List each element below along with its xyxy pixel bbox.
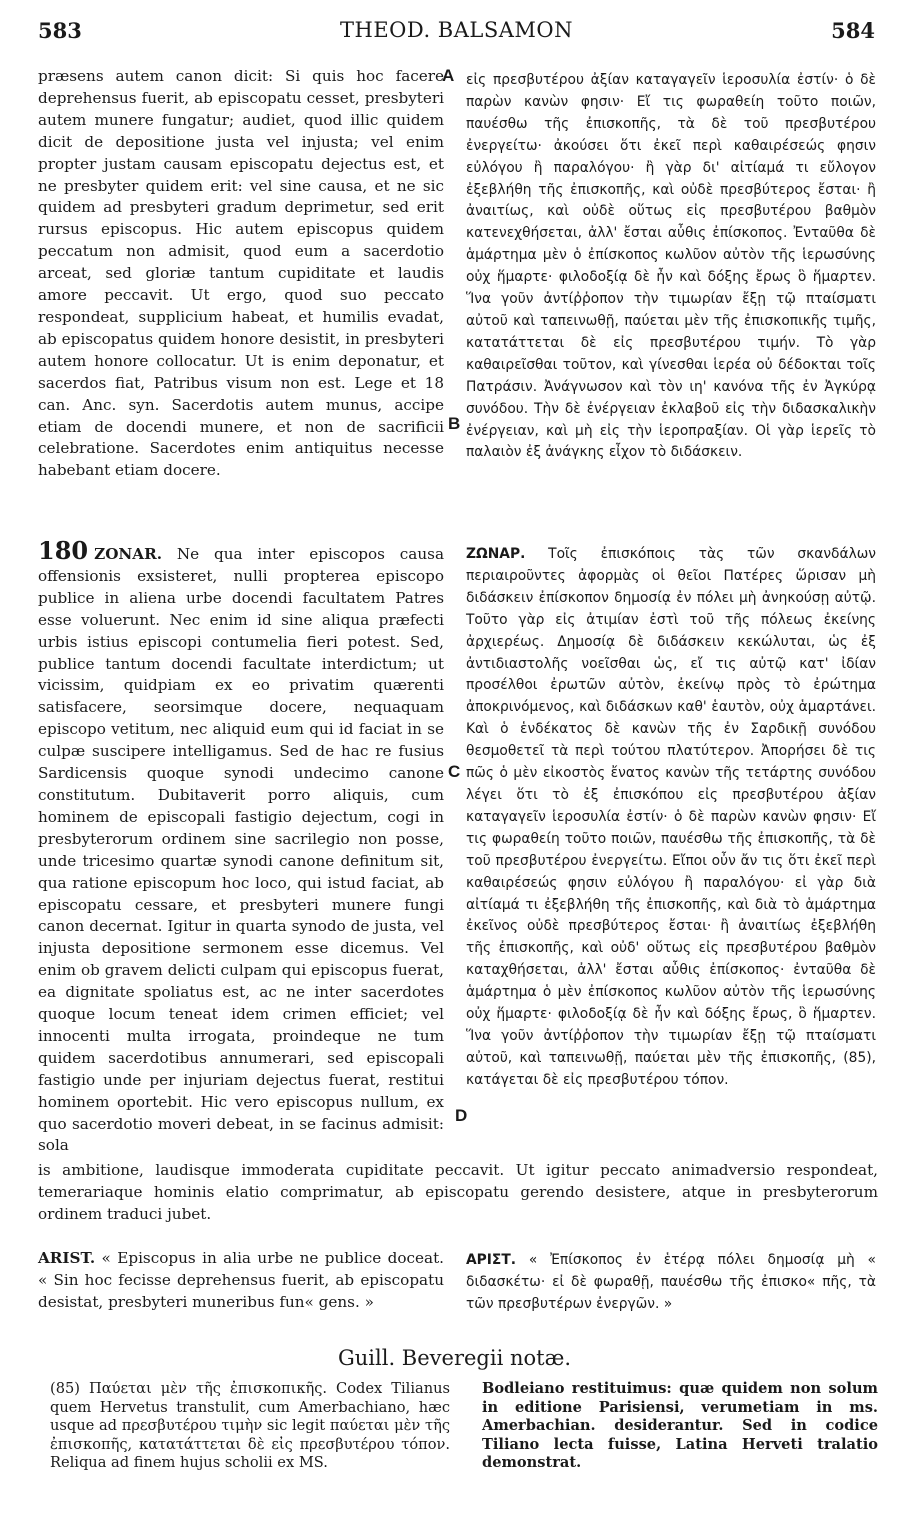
zonaras-greek-label: ΖΩΝΑΡ. [466,546,526,562]
balsamon-greek-paragraph: εἰς πρεσβυτέρου ἀξίαν καταγαγεῖν ἱεροσυλία ἐστίν· ὁ δὲ παρὼν κανὼν φησιν· Εἴ τις φωραθείη τοῦτο ποιῶν, παυέσθω τῆς ἐπισκοπῆς, τὰ δὲ τοῦ πρεσβυτέρου ἐνεργείτω· ἀκούσει ὅτι ἐκεῖ περὶ καθαιρέσεώς φησιν εὐλόγου ἢ παραλόγου· ἢ γὰρ δι' αἰτίαμά τι εὔλογον ἐξεβλήθη τῆς ἐπισκοπῆς, καὶ οὐδὲ πρεσβύτερος ἔσται· ἢ ἀναιτίως, καὶ οὐδὲ οὕτως εἰς πρεσβυτέρου βαθμὸν κατενεχθήσεται, ἀλλ' ἔσται αὖθις ἐπίσκοπος. Ἐνταῦθα δὲ ἁμάρτημα μὲν ὁ ἐπίσκοπος κωλῦον αὐτὸν τῆς ἱερωσύνης οὐχ ἥμαρτε· φιλοδοξίᾳ δὲ ἦν καὶ δόξης ἔρως ὃ ἥμαρτεν. Ἵνα γοῦν ἀντίῤῥοπον τὴν τιμωρίαν ἔξῃ τῷ πταίσματι αὐτοῦ καὶ ταπεινωθῇ, παύεται μὲν τῆς ἐπισκοπικῆς τιμῆς, κατατάττεται δὲ εἰς πρεσβυτέρου τιμήν. Τὸ γὰρ καθαιρεῖσθαι τοῦτον, καὶ γίνεσθαι ἱερέα οὐ δέδοκται τοῖς Πατράσιν. Ἀνάγνωσον καὶ τὸν ιη' κανόνα τῆς ἐν Ἀγκύρᾳ συνόδου. Τὴν δὲ ἐνέργειαν ἐκλαβοῦ εἰς τὴν διδασκαλικὴν ἐνέργειαν, καὶ μὴ εἰς τὴν ἱεροπραξίαν. Οἱ γὰρ ἱερεῖς τὸ παλαιὸν ἐξ ἀνάγκης εἶχον τὸ διδάσκειν. [466,72,876,461]
page-number-left: 583 [38,18,82,43]
aristenus-greek-paragraph [466,1250,876,1316]
page-number-right: 584 [831,18,875,43]
balsamon-greek-text [466,70,876,464]
aristenus-latin-label: ARIST. [38,1249,96,1267]
margin-letter-a: A [442,66,455,85]
aristenus-greek-label: ΑΡΙΣΤ. [466,1252,517,1268]
zonaras-greek-text [466,544,876,1092]
running-header [38,18,875,44]
aristenus-latin-text [38,1248,444,1314]
section-number: 180 [38,536,89,565]
zonaras-latin-continuation [38,1160,878,1226]
zonaras-latin-body: Ne qua inter episcopos causa offensionis exsisteret, nulli propterea episcopo publice in aliena urbe docendi facultatem Patres esse voluerunt. Nec enim id sine aliqua præfecti urbis istius episcopi contumelia fieri potest. Sed, publice tantum docendi facultate interdictum; ut vicissim, quidpiam ex eo privatim quærenti satisfacere, seorsimque docere, nequaquam episcopo vetitum, nec aliquid eum qui id faciat in se culpæ suscipere intelligamus. Sed de hac re fusius Sardicensis quoque synodi undecimo canone constitutum. Dubitaverit porro aliquis, cum hominem de episcopali fastigio dejectum, cogi in presbyterorum ordinem sine sacrilegio non posse, unde tricesimo quartæ synodi canone definitum sit, qua ratione episcopum hoc loco, qui istud faciat, ab episcopatu cessare, et presbyteri munere fungi canon decernat. Igitur in quarta synodo de justa, vel injusta depositione sermonem esse dicemus. Vel enim ob gravem delicti culpam qui episcopus fuerat, ea dignitate spoliatus est, ac ne inter sacerdotes quoque locum teneat idem crimen efficiet; vel innocenti multa irrogata, proindeque ne tum quidem sacerdotibus annumerari, sed episcopali fastigio unde per injuriam dejectus fuerat, restitui hominem oportebit. Hic vero episcopus nullum, ex quo sacerdotio moveri debeat, in se facinus admisit: sola [38,545,444,1155]
aristenus-greek-text [466,1250,876,1316]
notes-left-column [50,1380,450,1473]
zonaras-greek-paragraph [466,544,876,1092]
balsamon-latin-text [38,66,444,482]
balsamon-latin-paragraph: præsens autem canon dicit: Si quis hoc facere deprehensus fuerit, ab episcopatu cesset, presbyteri autem munere fungatur; audiet, quod illic quidem dicit de depositione justa vel injusta; vel enim propter justam causam episcopatu dejectus est, et ne presbyter quidem erit: vel sine causa, et ne sic quidem ad presbyteri gradum deprimetur, sed erit rursus episcopus. Hic autem episcopus quidem peccatum non admisit, quod eum a sacerdotio arceat, sed gloriæ tantum cupiditate et laudis amore peccavit. Ut ergo, quod suo peccato respondeat, supplicium habeat, et humilis evadat, ab episcopatus quidem honore desistit, in presbyteri autem honore collocatur. Ut is enim deponatur, et sacerdos fiat, Patribus visum non est. Lege et 18 can. Anc. syn. Sacerdotis autem munus, accipe etiam de docendi munere, et non de sacrificii celebratione. Sacerdotes enim antiquitus necesse habebant etiam docere. [38,67,444,480]
aristenus-greek-body: « Ἐπίσκοπος ἐν ἑτέρᾳ πόλει δημοσίᾳ μὴ « διδασκέτω· εἰ δὲ φωραθῇ, παυέσθω τῆς ἐπισκο« πῆς, τὰ τῶν πρεσβυτέρων ἐνεργῶν. » [466,1252,876,1312]
margin-letter-b: B [448,414,461,433]
zonaras-greek-body: Τοῖς ἐπισκόποις τὰς τῶν σκανδάλων περιαιροῦντες ἀφορμὰς οἱ θεῖοι Πατέρες ὥρισαν μὴ διδάσκειν ἐπίσκοπον δημοσίᾳ ἐν πόλει μὴ ἀνηκούσῃ αὐτῷ. Τοῦτο γὰρ εἰς ἀτιμίαν ἐστὶ τοῦ τῆς πόλεως ἐκείνης ἀρχιερέως. Δημοσίᾳ δὲ διδάσκειν κεκώλυται, ὡς ἐξ ἀντιδιαστολῆς νοεῖσθαι ὡς, εἴ τις αὐτῷ κατ' ἰδίαν προσέλθοι ἐρωτῶν αὐτὸν, ἐκείνῳ πρὸς τὸ ἐρώτημα ἀποκρινόμενος, καὶ διδάσκων καθ' ἑαυτὸν, οὐχ ἁμαρτάνει. Καὶ ὁ ἑνδέκατος δὲ κανὼν τῆς ἐν Σαρδικῇ συνόδου θεσμοθετεῖ τὰ περὶ τούτου πλατύτερον. Ἀπορήσει δὲ τις πῶς ὁ μὲν εἰκοστὸς ἔνατος κανὼν τῆς τετάρτης συνόδου λέγει ὅτι τὸ ἐξ ἐπισκόπου εἰς πρεσβυτέρου ἀξίαν καταγαγεῖν ἱεροσυλία ἐστίν· ὁ δὲ παρὼν κανὼν φησιν· Εἴ τις φωραθείη τοῦτο ποιῶν, παυέσθω τῆς ἐπισκοπῆς, τὰ δὲ τοῦ πρεσβυτέρου ἐνεργείτω. Εἴποι οὖν ἄν τις ὅτι ἐκεῖ περὶ καθαιρέσεώς φησιν εὐλόγου ἢ παραλόγου· εἰ γὰρ διὰ αἰτίαμά τι ἐξεβλήθη τῆς ἐπισκοπῆς, καὶ διὰ τὸ ἁμάρτημα ἐκεῖνος οὐδὲ πρεσβύτερος ἔσται· ἢ ἀναιτίως ἐξεβλήθη τῆς ἐπισκοπῆς, καὶ οὐδ' οὕτως εἰς πρεσβυτέρου βαθμὸν καταχθήσεται, ἀλλ' ἔσται αὖθις ἐπίσκοπος· ἐνταῦθα δὲ ἁμάρτημα ὁ μὲν ἐπίσκοπος κωλῦον αὐτὸν τῆς ἱερωσύνης οὐχ ἥμαρτε· φιλοδοξίᾳ δὲ ἦν καὶ δόξης ἔρως, ὃ ἥμαρτεν. Ἵνα γοῦν ἀντίῤῥοπον τὴν τιμωρίαν ἔξῃ τῷ πταίσματι αὐτοῦ, καὶ ταπεινωθῇ, παύεται μὲν τῆς ἐπισκοπῆς, (85), κατάγεται δὲ εἰς πρεσβυτέρου τόπον. [466,546,876,1088]
notes-heading: Guill. Beveregii notæ. [338,1346,571,1370]
margin-letter-c: C [448,762,461,781]
aristenus-latin-paragraph [38,1248,444,1314]
zonaras-latin-paragraph [38,536,444,1157]
aristenus-latin-body: « Episcopus in alia urbe ne publice doceat. « Sin hoc fecisse deprehensus fuerit, ab episcopatu desistat, presbyteri muneribus fun« gens. » [38,1249,444,1311]
zonaras-latin-label: ZONAR. [94,545,163,563]
zonaras-latin-text [38,536,444,1157]
note-85-left: (85) Παύεται μὲν τῆς ἐπισκοπικῆς. Codex Tilianus quem Hervetus transtulit, cum Amerbachiano, hæc usque ad πρεσβυτέρου τιμὴν sic legit παύεται μὲν τῆς ἐπισκοπῆς, κατατάττεται δὲ εἰς πρεσβυτέρου τόπον. Reliqua ad finem hujus scholii ex MS. [50,1380,450,1471]
notes-right-column [482,1380,878,1473]
note-85-right: Bodleiano restituimus: quæ quidem non solum in editione Parisiensi, verumetiam in ms. Amerbachian. desiderantur. Sed in codice Tiliano lecta fuisse, Latina Herveti tralatio demonstrat. [482,1380,878,1471]
zonaras-latin-tail: is ambitione, laudisque immoderata cupiditate peccavit. Ut igitur peccato animadversio respondeat, temerariaque hominis elatio comprimatur, ab episcopatu gerendo desistere, atque in presbyterorum ordinem traduci jubet. [38,1161,878,1223]
margin-letter-d: D [455,1106,468,1125]
running-title: THEOD. BALSAMON [340,18,573,42]
